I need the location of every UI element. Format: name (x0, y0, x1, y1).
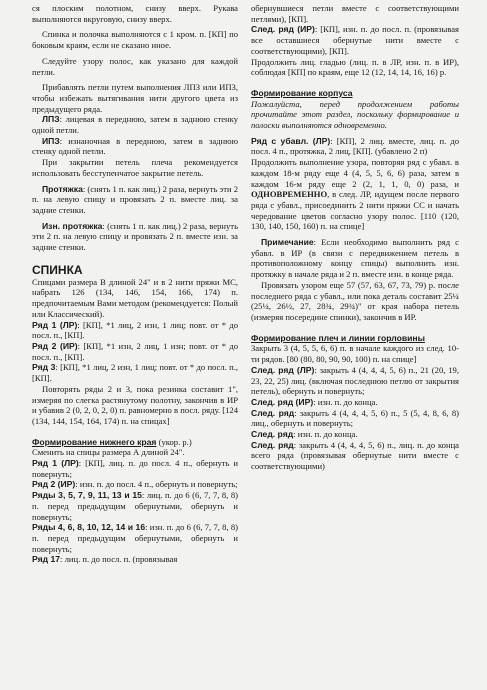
row-instruction (32, 320, 238, 341)
row-text: : лиц. п. до 6 (6, 7, 7, 8, 8) п. перед предыдущим обернутыми, обернуть и повернуть; (32, 490, 238, 522)
row-label: Ряд 1 (ЛР) (32, 319, 78, 330)
row-instruction (32, 479, 238, 490)
row-label: След. ряд (ЛР) (251, 364, 315, 375)
abbr-ipz (32, 136, 238, 157)
row-text: : изн. п. до конца. (313, 396, 378, 407)
row-text: : [КП], *1 изн, 2 лиц, 1 изн; повт. от * до посл. п., [КП]. (32, 340, 238, 362)
row-text: : [КП], изн. п. до посл. п. (провязывая все оставшиеся обернутые нити вместе с соответствующими), [КП]. (251, 24, 460, 56)
heading-note: (укор. р.) (156, 436, 192, 447)
closing-paragraph: При закрытии петель плеча рекомендуется использовать бесступенчатое закрытие петель. (32, 157, 238, 178)
emphasis-text: ОДНОВРЕМЕННО (251, 189, 328, 200)
abbr-term: ЛПЗ (42, 114, 60, 125)
row-text: : лиц. п. до посл. п. (провязывая (60, 554, 178, 565)
continue-paragraph: Продолжить лиц. гладью (лиц. п. в ЛР, изн. п. в ИР), соблюдая [КП] по краям, еще 12 (12, 14, 14, 16, 16) р. (251, 56, 459, 78)
repeat-paragraph: Повторять ряды 2 и 3, пока резинка составит 1", измеряя по слегка растянутому полотну, закончив в ИР и убавив 2 (0, 2, 0, 2, 0) п. равномерно в посл. ряду. [124 (134, 144, 154, 164, 174) п. на спицах] (32, 383, 238, 426)
paragraph-text: Продолжить выполнение узора, повторяя ряд с убавл. в каждом 18-м ряду еще 4 (4, 5, 5, 6, 6) раза, затем в каждом 16-м ряду еще 2 (2, 1, 1, 0, 0) раза, и (251, 157, 459, 189)
row-label: Ряды 4, 6, 8, 10, 12, 14 и 16 (32, 522, 146, 533)
row-text: : закрыть 4 (4, 4, 4, 5, 6) п., 21 (20, 19, 23, 22, 25) лиц. (включая последнюю петлю от закрытия петель), обернуть и повернуть; (251, 364, 459, 397)
right-column (251, 3, 459, 472)
row-label: Ряд 2 (ИР) (32, 340, 78, 351)
shoulder-intro: Закрыть 3 (4, 5, 5, 6, 6) п. в начале каждого из след. 10-ти рядов. [80 (80, 80, 90, 90, 100) п. на спице] (251, 343, 459, 365)
row-instruction (251, 397, 459, 408)
row-instruction (251, 440, 459, 472)
row-instruction (32, 490, 238, 522)
section-heading-shoulders: Формирование плеч и линии горловины (251, 332, 425, 343)
remark-text: : Если необходимо выполнить ряд с убавл. в ИР (в связи с передвижением петель в противоположному концу спицы) выполнить изн. протяжку в начале ряда и 2 п. вместе изн. в конце ряда. (251, 237, 459, 280)
back-intro: Спицами размера В длиной 24" и в 2 нити пряжи МС, набрать 126 (134, 146, 154, 166, 174) п. предпочитаемым Вами методом (рекомендуется: Полый или Классический). (32, 276, 238, 319)
abbr-purl-pull (32, 221, 238, 253)
abbr-definition: : лицевая в переднюю, затем в заднюю стенку одной петли. (32, 114, 238, 136)
row-label: Ряд 1 (ЛР) (32, 458, 79, 469)
row-label: Ряд 3 (32, 362, 56, 373)
abbr-term: ИПЗ (42, 135, 60, 146)
abbr-pull (32, 184, 238, 216)
section-heading-back: СПИНКА (32, 262, 83, 277)
row-instruction (32, 362, 238, 383)
paragraph-text: , в след. ЛР, идущем после первого ряда с убавл., присоединить 2 нити пряжи СС и начать чередование цветов согласно узору полос. [110 (120, 130, 140, 150, 160) п. на спице] (251, 189, 459, 232)
row-text: : [КП], *1 лиц, 2 изн, 1 лиц; повт. от * до посл. п., [КП]. (32, 319, 238, 341)
row-instruction (251, 136, 459, 157)
intro-paragraph: Спинка и полочка выполняются с 1 кром. п. [КП] по боковым краям, если не сказано иное. (32, 29, 238, 51)
italic-note: Пожалуйста, перед продолжением работы прочитайте этот раздел, поскольку формирование и полоски выполняются одновременно. (251, 98, 459, 131)
row-text: : закрыть 4 (4, 4, 4, 5, 6) п., лиц. п. до конца всего ряда (провязывая обернутые нити вместе с соответствующими) (251, 439, 459, 472)
row-label: Ряды 3, 5, 7, 9, 11, 13 и 15 (32, 490, 142, 501)
remark-paragraph (251, 237, 459, 280)
row-instruction (251, 365, 459, 397)
section-heading-body: Формирование корпуса (251, 87, 353, 98)
left-column (32, 3, 238, 565)
row-text: : закрыть 4 (4, 4, 4, 5, 6) п., 5 (5, 4, 8, 6, 8) лиц., обернуть и повернуть; (251, 407, 459, 429)
row-instruction (251, 24, 459, 56)
row-label: След. ряд (251, 429, 294, 440)
row-instruction (32, 522, 238, 554)
row-instruction (32, 341, 238, 362)
lower-edge-heading (32, 437, 238, 448)
row-text: : [КП], лиц. п. до посл. 4 п., обернуть и повернуть; (32, 458, 238, 479)
row-label: Ряд 17 (32, 554, 61, 565)
row-label: След. ряд (ИР) (251, 24, 315, 35)
abbr-definition: : изнаночная в переднюю, затем в заднюю стенку одной петли. (32, 135, 238, 157)
row-instruction (32, 458, 238, 479)
continuation-text: обернувшиеся петли вместе с соответствующими петлями), [КП]. (251, 3, 459, 24)
row-instruction (32, 554, 238, 565)
intro-paragraph: Прибавлять петли путем выполнения ЛПЗ или ИПЗ, чтобы избежать вытягивания нити другого цвета из предыдущего ряда. (32, 82, 238, 114)
row-label: След. ряд (251, 407, 295, 418)
row-label: След. ряд (251, 439, 294, 450)
row-text: : [КП], *1 лиц, 2 изн, 1 лиц; повт. от * до посл. п., [КП]. (32, 362, 238, 384)
abbr-term: Изн. протяжка (42, 220, 103, 231)
row-label: Ряд с убавл. (ЛР) (251, 135, 331, 146)
lower-intro: Сменить на спицы размера А длиной 24". (32, 447, 185, 458)
row-label: След. ряд (ИР) (251, 396, 314, 407)
intro-paragraph: Следуйте узору полос, как указано для каждой петли. (32, 55, 238, 77)
section-heading-lower-edge: Формирование нижнего края (32, 436, 157, 447)
row-instruction (251, 408, 459, 429)
knit-paragraph: Провязать узором еще 57 (57, 63, 67, 73, 79) р. после последнего ряда с убавл., или пока деталь составит 25¼ (25¼, 26½, 27, 28¾, 29¾)" от края набора петель (измеряя посередине спинки), закончив в ИР. (251, 279, 459, 322)
row-text: : изн. п. до конца. (293, 429, 358, 440)
row-text: : изн. п. до 6 (6, 7, 7, 8, 8) п. перед предыдущим обернутыми, обернуть и повернуть; (32, 522, 238, 554)
abbr-term: Протяжка (42, 183, 83, 194)
row-text: : изн. п. до посл. 4 п., обернуть и повернуть; (75, 479, 238, 490)
row-label: Ряд 2 (ИР) (32, 479, 76, 490)
abbr-definition: : (снять 1 п. как лиц.) 2 раза, вернуть эти 2 п. на левую спицу и провязать 2 п. вместе изн. за задние стенки. (32, 220, 238, 253)
remark-label: Примечание (261, 237, 314, 248)
row-text: : [КП], 2 лиц. вместе, лиц. п. до посл. 4 п., протяжка, 2 лиц, [КП]. (убавлено 2 п) (251, 135, 459, 157)
abbr-definition: : (снять 1 п. как лиц.) 2 раза, вернуть эти 2 п. на левую спицу и провязать 2 п. вместе лиц. за задние стенки. (32, 183, 239, 215)
abbr-lpz (32, 114, 238, 135)
row-instruction (251, 429, 459, 440)
intro-paragraph: ся плоским полотном, снизу вверх. Рукава выполняются вкруговую, снизу вверх. (32, 3, 238, 24)
decrease-repeat-paragraph (251, 157, 459, 232)
